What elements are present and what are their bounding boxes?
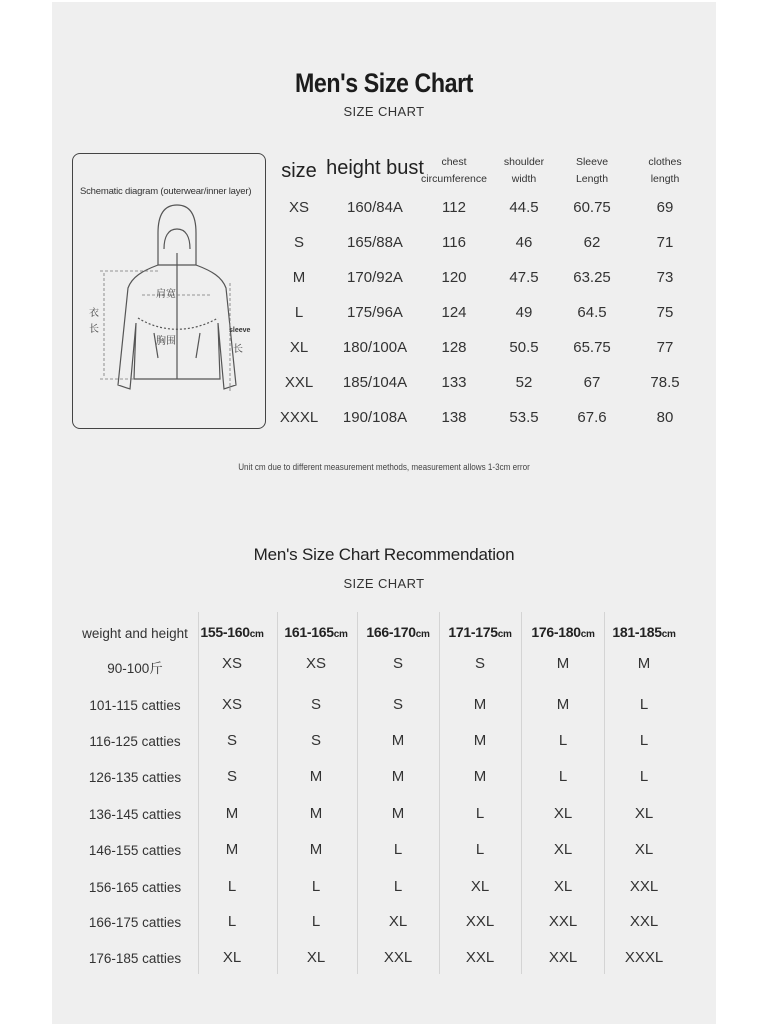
- recommended-size-cell: XL: [388, 913, 408, 930]
- size-cell: 69: [656, 199, 674, 216]
- size-cell: 75: [656, 304, 674, 321]
- recommended-size-cell: M: [473, 732, 487, 749]
- recommended-size-cell: S: [392, 655, 404, 672]
- recommended-size-cell: M: [225, 805, 239, 822]
- size-cell: 165/88A: [347, 234, 403, 251]
- size-cell: 67: [583, 374, 601, 391]
- size-cell: 73: [656, 269, 674, 286]
- recommended-size-cell: M: [391, 805, 405, 822]
- sleeve-label: sleeve: [229, 327, 251, 334]
- size-header-4-line2: Length: [575, 173, 609, 185]
- recommended-size-cell: M: [391, 732, 405, 749]
- size-cell: 116: [442, 234, 466, 251]
- height-unit: cm: [580, 629, 595, 640]
- recommended-size-cell: XS: [221, 696, 243, 713]
- measurement-note: Unit cm due to different measurement methods, measurement allows 1-3cm error: [238, 462, 530, 472]
- size-cell: 160/84A: [347, 199, 403, 216]
- recommended-size-cell: M: [556, 696, 570, 713]
- recommended-size-cell: L: [393, 841, 403, 858]
- height-range: 181-185: [612, 624, 662, 640]
- recommended-size-cell: XXL: [548, 949, 578, 966]
- recommended-size-cell: XS: [221, 655, 243, 672]
- weight-row-label: 90-100斤: [107, 661, 163, 676]
- recommended-size-cell: L: [475, 805, 485, 822]
- recommended-size-cell: L: [227, 913, 237, 930]
- height-column-header: [284, 624, 347, 640]
- height-range: 161-165: [284, 624, 334, 640]
- size-cell: 60.75: [573, 199, 611, 216]
- size-cell: 180/100A: [342, 339, 408, 356]
- recommended-size-cell: XL: [634, 841, 654, 858]
- size-cell: L: [294, 304, 304, 321]
- height-unit: cm: [249, 629, 264, 640]
- column-divider: [439, 612, 440, 974]
- size-cell: 78.5: [650, 374, 680, 391]
- weight-row-label: 146-155 catties: [88, 843, 182, 858]
- recommended-size-cell: XXXL: [624, 949, 664, 966]
- recommended-size-cell: L: [558, 768, 568, 785]
- recommended-size-cell: XL: [553, 805, 573, 822]
- recommended-size-cell: S: [474, 655, 486, 672]
- schematic-diagram-caption: Schematic diagram (outerwear/inner layer): [80, 186, 252, 197]
- weight-row-label: 126-135 catties: [88, 770, 182, 785]
- height-unit: cm: [333, 629, 348, 640]
- size-cell: 50.5: [509, 339, 539, 356]
- size-header-2-line1: chest: [441, 156, 467, 168]
- height-range: 166-170: [366, 624, 416, 640]
- recommended-size-cell: XXL: [548, 913, 578, 930]
- recommended-size-cell: XL: [553, 841, 573, 858]
- recommended-size-cell: L: [311, 878, 321, 895]
- size-cell: 138: [441, 409, 467, 426]
- shoulder-label: 肩宽: [156, 289, 176, 300]
- column-divider: [277, 612, 278, 974]
- size-header-0: size: [281, 160, 317, 182]
- height-unit: cm: [497, 629, 512, 640]
- weight-row-label: 176-185 catties: [88, 951, 182, 966]
- size-cell: S: [293, 234, 305, 251]
- size-cell: 170/92A: [347, 269, 403, 286]
- weight-row-label: 101-115 catties: [89, 698, 181, 713]
- size-cell: 185/104A: [342, 374, 408, 391]
- recommended-size-cell: S: [310, 732, 322, 749]
- size-cell: 77: [656, 339, 674, 356]
- size-cell: 62: [583, 234, 601, 251]
- recommended-size-cell: XXL: [383, 949, 413, 966]
- weight-row-label: 136-145 catties: [88, 807, 182, 822]
- size-cell: 128: [441, 339, 467, 356]
- size-header-4-line1: Sleeve: [575, 156, 609, 168]
- corner-label: weight and height: [82, 626, 188, 641]
- size-cell: 124: [441, 304, 467, 321]
- size-cell: 67.6: [577, 409, 607, 426]
- recommended-size-cell: L: [639, 696, 649, 713]
- size-cell: 47.5: [509, 269, 539, 286]
- size-cell: 52: [515, 374, 533, 391]
- recommended-size-cell: XXL: [629, 878, 659, 895]
- size-cell: 120: [441, 269, 467, 286]
- height-range: 176-180: [531, 624, 581, 640]
- recommended-size-cell: L: [311, 913, 321, 930]
- weight-row-label: 166-175 catties: [88, 915, 182, 930]
- recommended-size-cell: M: [473, 696, 487, 713]
- size-cell: 71: [656, 234, 674, 251]
- recommended-size-cell: S: [226, 732, 238, 749]
- column-divider: [357, 612, 358, 974]
- size-cell: XS: [288, 199, 310, 216]
- length-label-2: 长: [89, 324, 99, 335]
- recommendation-subtitle: SIZE CHART: [343, 576, 425, 591]
- recommended-size-cell: L: [393, 878, 403, 895]
- recommended-size-cell: M: [556, 655, 570, 672]
- size-header-2-line2: circumference: [421, 173, 487, 185]
- recommended-size-cell: XL: [306, 949, 326, 966]
- size-cell: XXL: [284, 374, 314, 391]
- size-cell: 53.5: [509, 409, 539, 426]
- sleeve-label-2: 长: [233, 344, 243, 355]
- size-cell: 44.5: [509, 199, 539, 216]
- recommended-size-cell: L: [475, 841, 485, 858]
- size-cell: 80: [656, 409, 674, 426]
- height-column-header: [200, 624, 263, 640]
- recommended-size-cell: XL: [222, 949, 242, 966]
- recommended-size-cell: XL: [553, 878, 573, 895]
- height-column-header: [366, 624, 429, 640]
- size-cell: M: [292, 269, 306, 286]
- height-range: 155-160: [200, 624, 250, 640]
- recommended-size-cell: M: [225, 841, 239, 858]
- size-cell: 49: [515, 304, 533, 321]
- recommended-size-cell: M: [391, 768, 405, 785]
- size-cell: 64.5: [577, 304, 607, 321]
- chest-label: 胸围: [156, 336, 176, 347]
- size-header-5-line2: length: [650, 173, 680, 185]
- column-divider: [604, 612, 605, 974]
- recommended-size-cell: S: [392, 696, 404, 713]
- recommended-size-cell: XXL: [629, 913, 659, 930]
- column-divider: [521, 612, 522, 974]
- size-cell: 112: [442, 199, 466, 216]
- weight-row-label: 116-125 catties: [89, 734, 181, 749]
- size-cell: XXXL: [279, 409, 319, 426]
- size-header-5-line1: clothes: [648, 156, 682, 168]
- recommended-size-cell: L: [639, 732, 649, 749]
- page-subtitle: SIZE CHART: [343, 104, 425, 119]
- size-cell: 63.25: [573, 269, 611, 286]
- height-unit: cm: [661, 629, 676, 640]
- recommended-size-cell: XS: [305, 655, 327, 672]
- height-column-header: [612, 624, 675, 640]
- recommended-size-cell: S: [226, 768, 238, 785]
- recommended-size-cell: L: [227, 878, 237, 895]
- recommended-size-cell: XXL: [465, 949, 495, 966]
- size-cell: 65.75: [573, 339, 611, 356]
- size-cell: XL: [289, 339, 309, 356]
- recommended-size-cell: XL: [634, 805, 654, 822]
- height-column-header: [531, 624, 594, 640]
- recommended-size-cell: XL: [470, 878, 490, 895]
- size-header-1: height bust: [326, 157, 424, 179]
- length-label-1: 衣: [89, 308, 99, 319]
- column-divider: [198, 612, 199, 974]
- height-column-header: [448, 624, 511, 640]
- recommendation-title: Men's Size Chart Recommendation: [253, 545, 515, 564]
- weight-row-label: 156-165 catties: [88, 880, 182, 895]
- recommended-size-cell: M: [309, 841, 323, 858]
- height-unit: cm: [415, 629, 430, 640]
- size-cell: 190/108A: [342, 409, 408, 426]
- size-header-3-line1: shoulder: [503, 156, 545, 168]
- recommended-size-cell: M: [309, 768, 323, 785]
- recommended-size-cell: M: [473, 768, 487, 785]
- size-cell: 46: [515, 234, 533, 251]
- size-header-3-line2: width: [511, 173, 537, 185]
- height-range: 171-175: [448, 624, 498, 640]
- recommended-size-cell: S: [310, 696, 322, 713]
- size-cell: 175/96A: [347, 304, 403, 321]
- page-title: Men's Size Chart: [294, 68, 473, 98]
- size-cell: 133: [441, 374, 467, 391]
- recommended-size-cell: M: [309, 805, 323, 822]
- recommended-size-cell: M: [637, 655, 651, 672]
- recommended-size-cell: L: [558, 732, 568, 749]
- recommended-size-cell: L: [639, 768, 649, 785]
- recommended-size-cell: XXL: [465, 913, 495, 930]
